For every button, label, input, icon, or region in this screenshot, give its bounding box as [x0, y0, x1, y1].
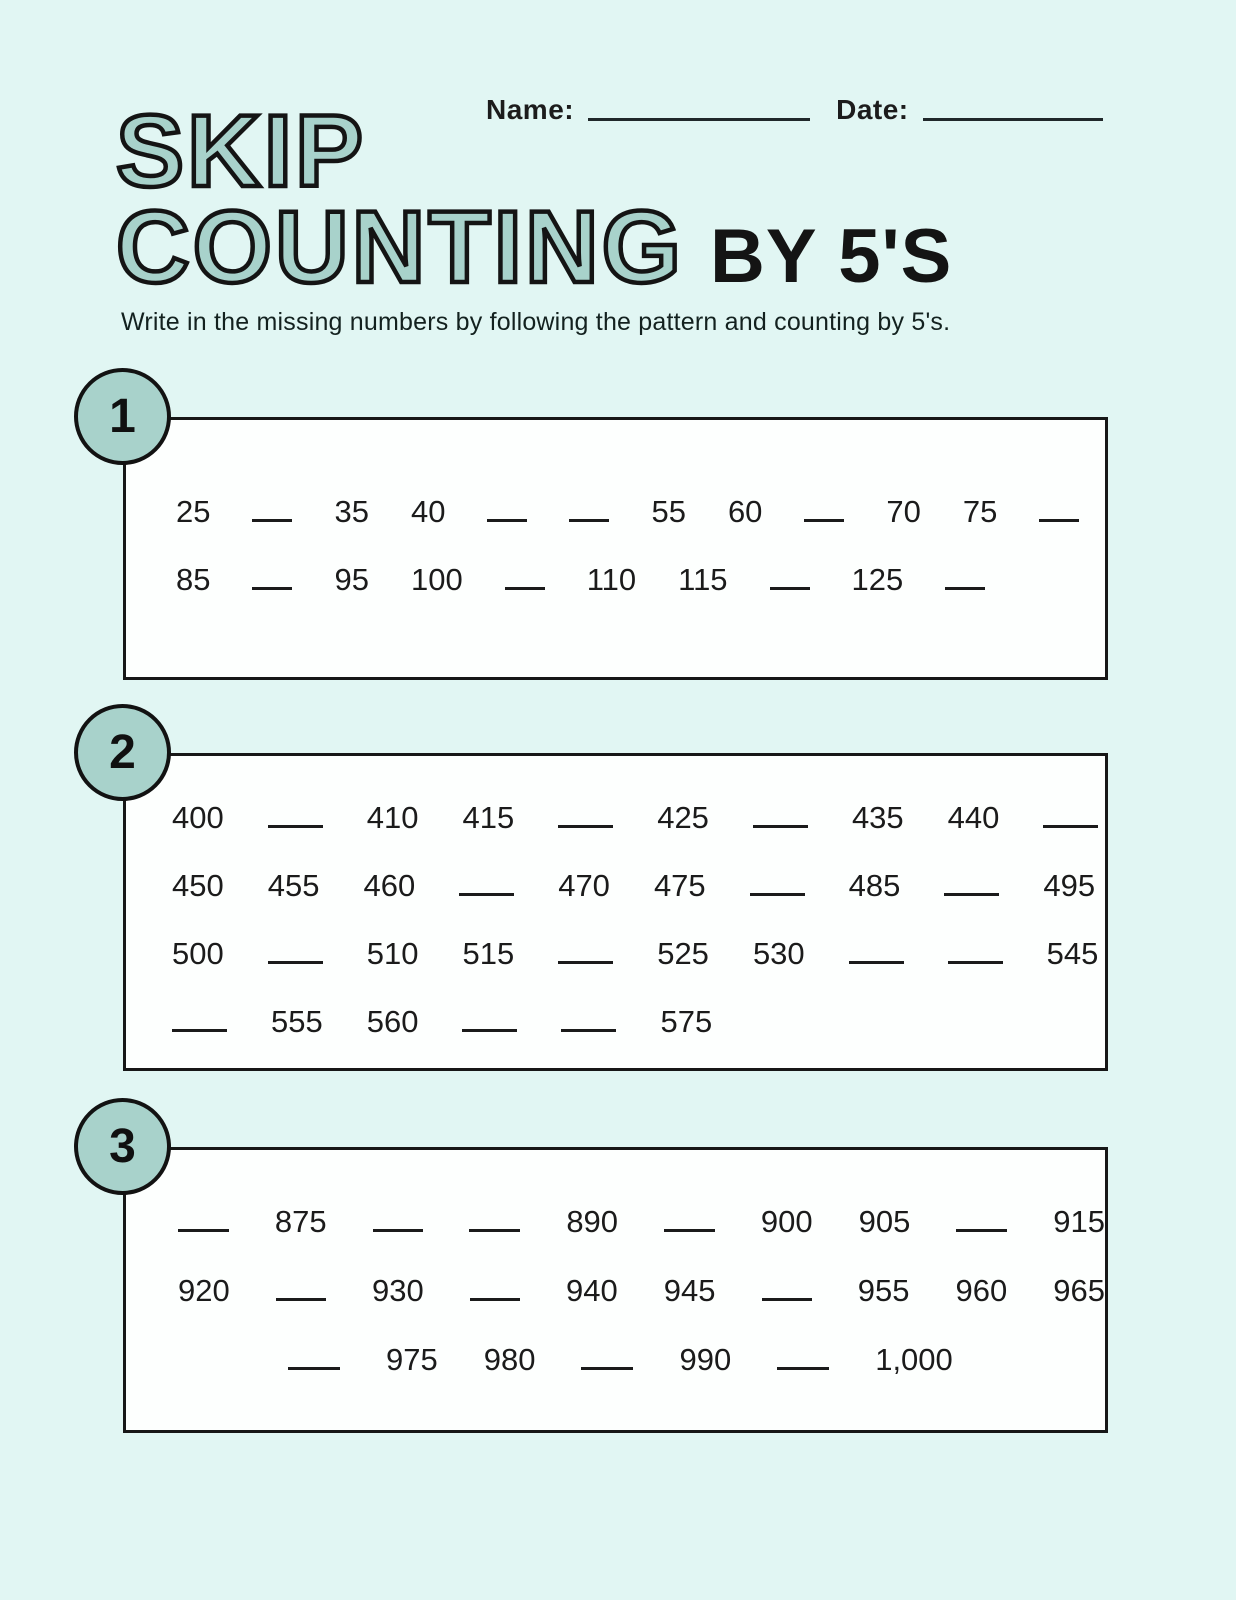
answer-blank[interactable] — [777, 1363, 829, 1370]
number-value: 990 — [679, 1342, 732, 1377]
number-value: 920 — [178, 1273, 230, 1308]
answer-blank[interactable] — [252, 583, 292, 590]
number-row — [172, 938, 1105, 970]
number-value: 460 — [363, 868, 416, 903]
number-row — [178, 1206, 1105, 1238]
answer-blank[interactable] — [753, 821, 808, 828]
number-rows — [126, 1150, 1105, 1376]
number-row — [288, 1344, 1105, 1376]
number-value: 410 — [366, 800, 419, 835]
answer-blank[interactable] — [178, 1225, 229, 1232]
number-value: 965 — [1053, 1273, 1105, 1308]
number-value: 100 — [410, 562, 463, 597]
answer-blank[interactable] — [849, 957, 904, 964]
number-value: 60 — [727, 494, 763, 529]
number-value: 900 — [760, 1204, 813, 1239]
number-value: 400 — [172, 800, 224, 835]
number-value: 555 — [271, 1004, 323, 1039]
number-value: 85 — [176, 562, 211, 597]
answer-blank[interactable] — [581, 1363, 633, 1370]
answer-blank[interactable] — [569, 515, 609, 522]
number-value: 435 — [851, 800, 904, 835]
number-row — [176, 564, 1105, 596]
number-value: 40 — [410, 494, 446, 529]
section-number-badge: 2 — [74, 704, 171, 801]
number-value: 95 — [334, 562, 369, 597]
number-rows — [126, 420, 1105, 596]
answer-blank[interactable] — [664, 1225, 715, 1232]
page-title — [116, 94, 953, 304]
answer-blank[interactable] — [505, 583, 545, 590]
number-value: 915 — [1053, 1204, 1105, 1239]
number-value: 1,000 — [875, 1342, 953, 1377]
answer-blank[interactable] — [459, 889, 514, 896]
answer-blank[interactable] — [487, 515, 527, 522]
section-number-badge: 3 — [74, 1098, 171, 1195]
answer-blank[interactable] — [172, 1025, 227, 1032]
date-label: Date: — [836, 94, 909, 125]
number-value: 960 — [955, 1273, 1008, 1308]
answer-blank[interactable] — [470, 1294, 520, 1301]
number-value: 75 — [962, 494, 998, 529]
answer-blank[interactable] — [469, 1225, 520, 1232]
answer-blank[interactable] — [268, 957, 323, 964]
number-value: 940 — [566, 1273, 618, 1308]
number-value: 525 — [657, 936, 709, 971]
number-value: 485 — [848, 868, 901, 903]
answer-blank[interactable] — [948, 957, 1003, 964]
answer-blank[interactable] — [770, 583, 810, 590]
answer-blank[interactable] — [1043, 821, 1098, 828]
number-value: 930 — [372, 1273, 424, 1308]
number-value: 500 — [172, 936, 224, 971]
section-panel-2 — [123, 753, 1108, 1071]
title-suffix-by5s: BY 5'S — [709, 213, 953, 299]
number-value: 440 — [947, 800, 1000, 835]
number-row — [172, 1006, 1105, 1038]
answer-blank[interactable] — [276, 1294, 326, 1301]
answer-blank[interactable] — [750, 889, 805, 896]
number-value: 560 — [366, 1004, 419, 1039]
number-value: 575 — [660, 1004, 713, 1039]
section-panel-1 — [123, 417, 1108, 680]
number-value: 455 — [267, 868, 320, 903]
answer-blank[interactable] — [561, 1025, 616, 1032]
number-value: 25 — [176, 494, 211, 529]
number-value: 980 — [483, 1342, 536, 1377]
answer-blank[interactable] — [804, 515, 844, 522]
answer-blank[interactable] — [945, 583, 985, 590]
answer-blank[interactable] — [373, 1225, 424, 1232]
number-value: 530 — [752, 936, 805, 971]
number-value: 125 — [851, 562, 904, 597]
number-value: 70 — [886, 494, 921, 529]
number-value: 955 — [857, 1273, 910, 1308]
number-value: 55 — [651, 494, 686, 529]
number-value: 495 — [1043, 868, 1096, 903]
number-row — [176, 496, 1105, 528]
answer-blank[interactable] — [462, 1025, 517, 1032]
instruction-text: Write in the missing numbers by following the pattern and counting by 5's. — [121, 308, 951, 336]
number-value: 35 — [334, 494, 369, 529]
title-word-skip: SKIP — [116, 94, 367, 208]
number-value: 545 — [1046, 936, 1099, 971]
number-value: 890 — [566, 1204, 619, 1239]
number-value: 510 — [366, 936, 419, 971]
number-value: 470 — [558, 868, 610, 903]
number-value: 115 — [678, 562, 728, 597]
number-value: 450 — [172, 868, 224, 903]
number-value: 875 — [274, 1204, 327, 1239]
answer-blank[interactable] — [288, 1363, 340, 1370]
number-row — [172, 802, 1105, 834]
answer-blank[interactable] — [558, 821, 613, 828]
section-number-badge: 1 — [74, 368, 171, 465]
number-value: 425 — [657, 800, 709, 835]
answer-blank[interactable] — [1039, 515, 1079, 522]
name-label: Name: — [486, 94, 575, 125]
answer-blank[interactable] — [762, 1294, 812, 1301]
number-value: 975 — [386, 1342, 438, 1377]
answer-blank[interactable] — [268, 821, 323, 828]
number-row — [178, 1275, 1105, 1307]
answer-blank[interactable] — [956, 1225, 1007, 1232]
number-row — [172, 870, 1105, 902]
number-value: 110 — [586, 562, 637, 597]
answer-blank[interactable] — [944, 889, 999, 896]
number-rows — [126, 756, 1105, 1038]
number-value: 515 — [462, 936, 515, 971]
number-value: 475 — [653, 868, 706, 903]
number-value: 945 — [663, 1273, 716, 1308]
number-value: 905 — [858, 1204, 911, 1239]
number-value: 415 — [462, 800, 515, 835]
answer-blank[interactable] — [558, 957, 613, 964]
answer-blank[interactable] — [252, 515, 292, 522]
title-word-counting: COUNTING — [116, 189, 684, 304]
section-panel-3 — [123, 1147, 1108, 1433]
